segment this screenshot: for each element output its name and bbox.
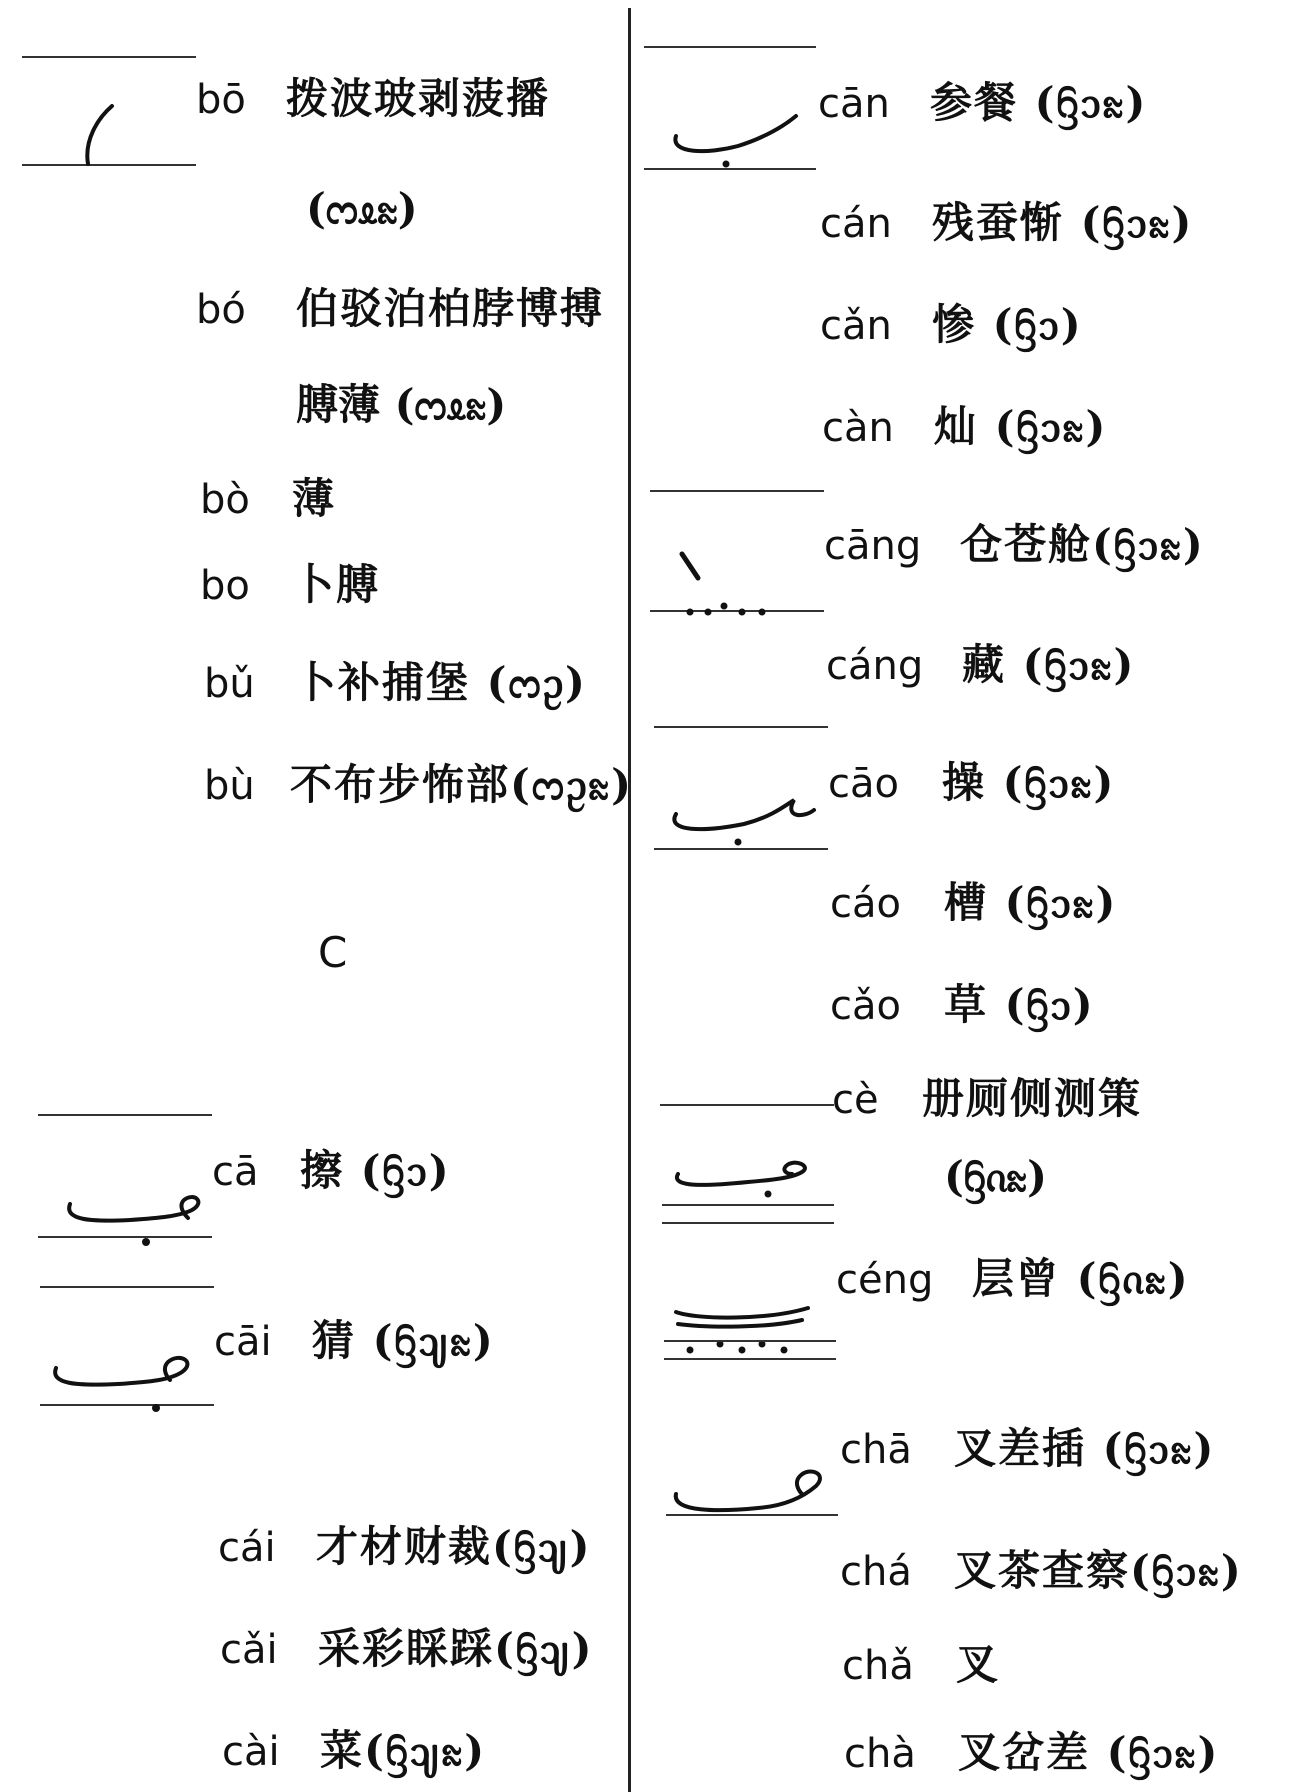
pinyin: cáng bbox=[826, 643, 924, 689]
pinyin: bo bbox=[200, 563, 250, 609]
entry-cang2 bbox=[826, 632, 1135, 693]
guide-line bbox=[662, 1222, 834, 1224]
entry-bo2 bbox=[196, 276, 604, 336]
hanzi: 叉差插 (ᦌᦱᦰ) bbox=[954, 1424, 1216, 1473]
pinyin: cán bbox=[820, 201, 892, 247]
entry-cao1 bbox=[828, 750, 1115, 811]
pinyin: bò bbox=[200, 477, 250, 523]
entry-cha1 bbox=[840, 1416, 1215, 1477]
script-glyph-can bbox=[668, 112, 808, 172]
entry-cai3 bbox=[220, 1616, 593, 1677]
pinyin: céng bbox=[836, 1257, 934, 1303]
script-glyph-ca bbox=[60, 1190, 210, 1250]
pinyin: cāo bbox=[828, 761, 899, 807]
pinyin: bù bbox=[204, 763, 255, 809]
pinyin: chā bbox=[840, 1427, 912, 1473]
hanzi: 拨波玻剥菠播 bbox=[286, 74, 551, 123]
script-glyph-cai bbox=[46, 1352, 196, 1412]
entry-can2 bbox=[820, 190, 1193, 251]
script-glyph-cha bbox=[668, 1466, 828, 1526]
entry-cha3 bbox=[842, 1632, 1000, 1692]
guide-line bbox=[644, 46, 816, 48]
entry-bo4 bbox=[200, 466, 336, 526]
pinyin: cā bbox=[212, 1149, 259, 1195]
section-letter: C bbox=[318, 928, 348, 977]
hanzi: 不布步怖部(ᦂᦳᦰ) bbox=[290, 760, 633, 809]
pinyin: cǎn bbox=[820, 303, 892, 349]
entry-bo1-continuation: (ᦂᦸᦰ) bbox=[306, 184, 418, 233]
hanzi: 菜(ᦌᦻᦰ) bbox=[320, 1726, 487, 1775]
hanzi: 叉 bbox=[956, 1640, 1001, 1689]
hanzi: 叉茶查察(ᦌᦱᦰ) bbox=[954, 1546, 1243, 1595]
entry-cao2 bbox=[830, 870, 1117, 931]
guide-line bbox=[22, 56, 196, 58]
hanzi: 叉岔差 (ᦌᦱᦰ) bbox=[958, 1728, 1220, 1777]
pinyin: cái bbox=[218, 1525, 276, 1571]
guide-line bbox=[40, 1286, 214, 1288]
hanzi: 藏 (ᦌᦱᦰ) bbox=[962, 640, 1136, 689]
entry-bo0 bbox=[200, 552, 380, 612]
hanzi: 擦 (ᦌᦱ) bbox=[300, 1146, 451, 1195]
hanzi: 操 (ᦌᦱᦰ) bbox=[942, 758, 1116, 807]
pinyin: cài bbox=[222, 1729, 280, 1775]
entry-ca1 bbox=[212, 1138, 451, 1199]
entry-cai1 bbox=[214, 1308, 495, 1369]
entry-cao3 bbox=[830, 972, 1095, 1033]
guide-line bbox=[654, 726, 828, 728]
pinyin: cè bbox=[832, 1077, 879, 1123]
pinyin: cān bbox=[818, 81, 890, 127]
guide-line bbox=[666, 1514, 838, 1516]
script-glyph-ce bbox=[668, 1160, 818, 1200]
column-divider bbox=[628, 8, 631, 1792]
pinyin: chá bbox=[840, 1549, 912, 1595]
pinyin: cāi bbox=[214, 1319, 272, 1365]
entry-cha4 bbox=[844, 1720, 1219, 1781]
pinyin: cáo bbox=[830, 881, 901, 927]
pinyin: cǎo bbox=[830, 983, 901, 1029]
pinyin: bó bbox=[196, 287, 246, 333]
hanzi: 才材财裁(ᦌᦻ) bbox=[316, 1522, 592, 1571]
pinyin: bǔ bbox=[204, 661, 255, 707]
entry-ce4 bbox=[832, 1066, 1142, 1126]
pinyin: càn bbox=[822, 405, 894, 451]
entry-cai4 bbox=[222, 1718, 486, 1779]
pinyin: chà bbox=[844, 1731, 916, 1777]
entry-can3 bbox=[820, 292, 1083, 353]
entry-cai2 bbox=[218, 1514, 591, 1575]
script-glyph-bo bbox=[70, 100, 130, 170]
guide-line bbox=[660, 1104, 834, 1106]
guide-line bbox=[664, 1358, 836, 1360]
entry-bo1 bbox=[196, 66, 550, 126]
guide-line bbox=[662, 1204, 834, 1206]
hanzi: 册厕侧测策 bbox=[922, 1074, 1143, 1123]
entry-bo2-continuation: 膊薄 (ᦂᦸᦰ) bbox=[296, 380, 507, 429]
entry-ceng2 bbox=[836, 1246, 1190, 1307]
pinyin: chǎ bbox=[842, 1643, 914, 1689]
hanzi: 槽 (ᦌᦱᦰ) bbox=[944, 878, 1118, 927]
guide-line bbox=[38, 1114, 212, 1116]
entry-ce4-continuation: (ᦌᦵᦰ) bbox=[944, 1152, 1047, 1201]
pinyin: cǎi bbox=[220, 1627, 278, 1673]
hanzi: 参餐 (ᦌᦱᦰ) bbox=[930, 78, 1148, 127]
hanzi: 惨 (ᦌᦱ) bbox=[932, 300, 1083, 349]
pinyin: cāng bbox=[824, 523, 922, 569]
hanzi: 残蚕惭 (ᦌᦱᦰ) bbox=[932, 198, 1194, 247]
hanzi: 采彩睬踩(ᦌᦻ) bbox=[318, 1624, 594, 1673]
guide-line bbox=[664, 1340, 836, 1342]
hanzi: 草 (ᦌᦱ) bbox=[944, 980, 1095, 1029]
guide-line bbox=[650, 490, 824, 492]
hanzi: 仓苍舱(ᦌᦱᦰ) bbox=[960, 520, 1205, 569]
hanzi: 薄 bbox=[292, 474, 337, 523]
entry-bu3 bbox=[204, 650, 587, 711]
entry-can4 bbox=[822, 394, 1107, 455]
entry-cang1 bbox=[824, 512, 1205, 573]
script-glyph-ceng bbox=[668, 1306, 818, 1356]
hanzi: 伯驳泊柏脖博搏 bbox=[296, 284, 605, 333]
hanzi: 灿 (ᦌᦱᦰ) bbox=[934, 402, 1108, 451]
script-glyph-cao bbox=[664, 792, 814, 852]
entry-can1 bbox=[818, 70, 1147, 131]
script-glyph-cang bbox=[672, 550, 792, 620]
entry-bu4 bbox=[204, 752, 633, 813]
hanzi: 卜补捕堡 (ᦂᦳ) bbox=[294, 658, 587, 707]
hanzi: 猜 (ᦌᦻᦰ) bbox=[312, 1316, 495, 1365]
pinyin: bō bbox=[196, 77, 246, 123]
hanzi: 卜膊 bbox=[292, 560, 381, 609]
entry-cha2 bbox=[840, 1538, 1243, 1599]
hanzi: 层曾 (ᦌᦵᦰ) bbox=[972, 1254, 1190, 1303]
